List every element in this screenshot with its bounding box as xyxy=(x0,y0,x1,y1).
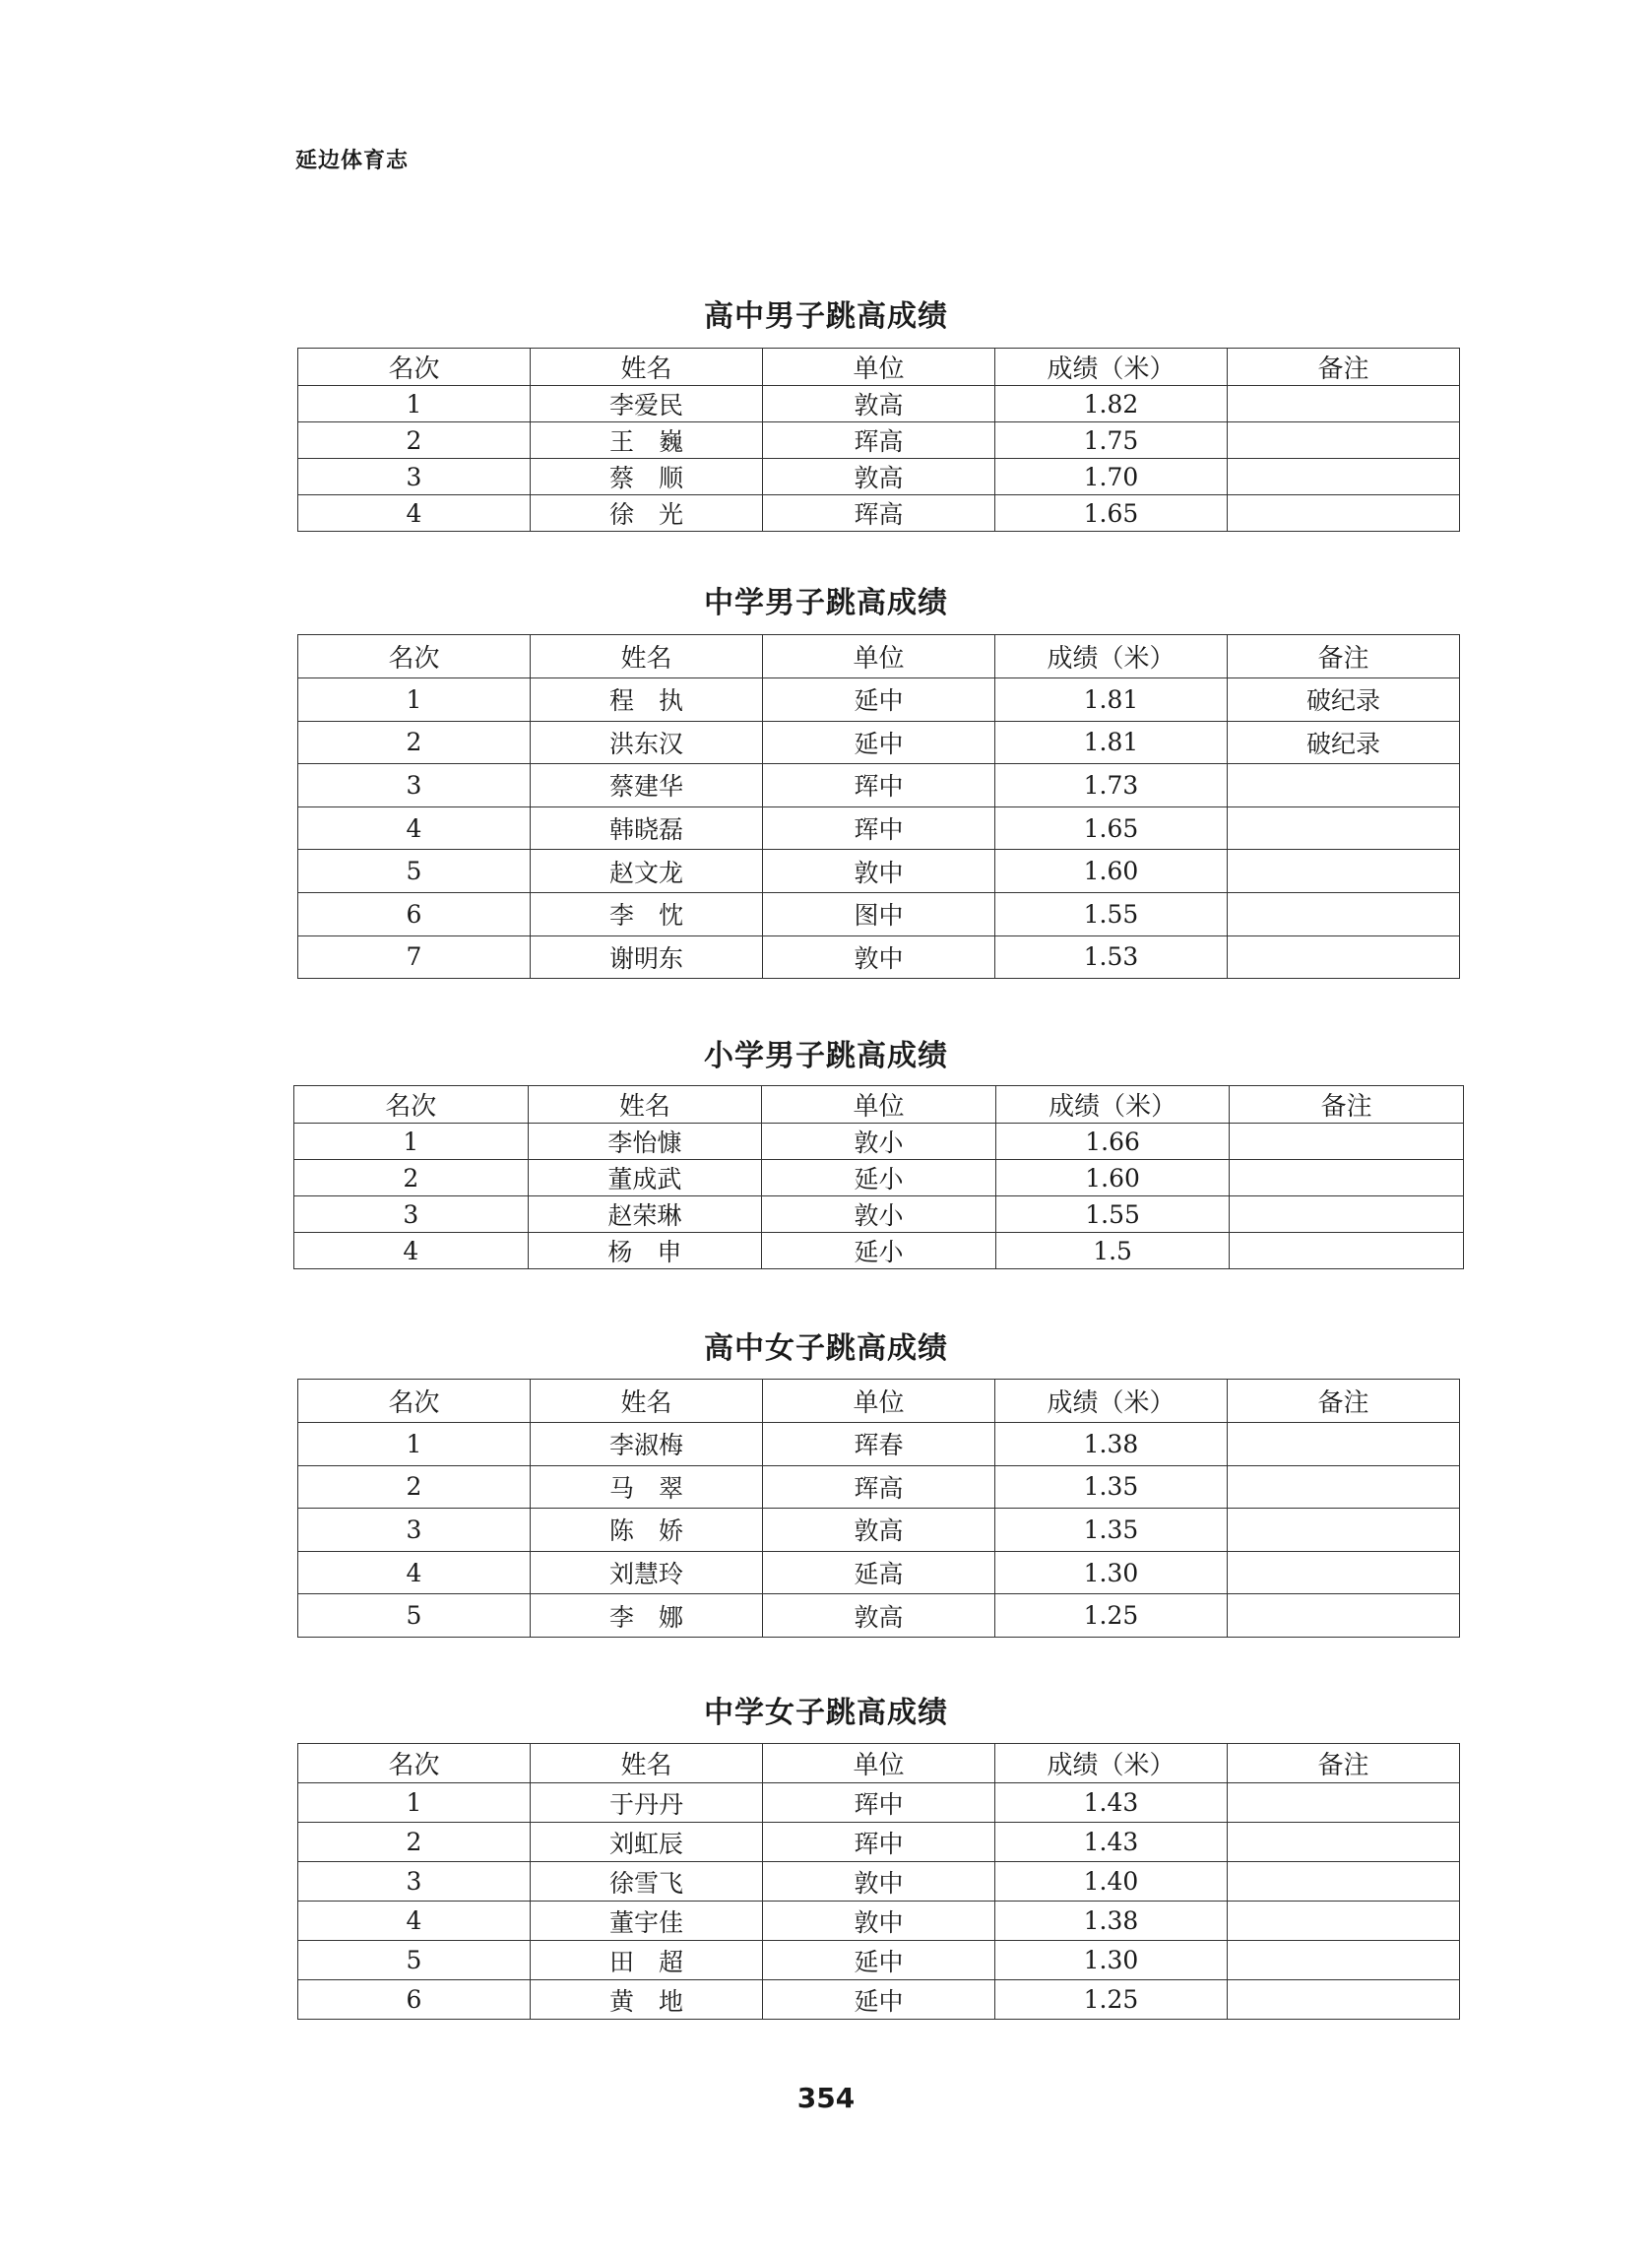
cell-unit: 敦高 xyxy=(763,1509,995,1552)
table-row xyxy=(298,850,1460,893)
cell-name: 杨 申 xyxy=(528,1233,762,1269)
cell-score: 1.38 xyxy=(995,1902,1228,1941)
cell-score: 1.30 xyxy=(995,1941,1228,1980)
cell-name: 徐雪飞 xyxy=(531,1862,763,1902)
cell-unit: 敦高 xyxy=(763,459,995,495)
table-header-row xyxy=(294,1086,1464,1124)
cell-rank: 2 xyxy=(294,1160,529,1196)
cell-score: 1.55 xyxy=(995,892,1228,935)
cell-name: 洪东汉 xyxy=(531,721,763,764)
cell-unit: 珲春 xyxy=(763,1423,995,1466)
cell-score: 1.82 xyxy=(995,386,1228,422)
column-header-score: 成绩（米） xyxy=(995,635,1228,678)
column-header-rank: 名次 xyxy=(298,349,531,386)
cell-name: 黄 地 xyxy=(531,1980,763,2020)
cell-unit: 延中 xyxy=(763,1941,995,1980)
cell-remark xyxy=(1230,1160,1464,1196)
cell-unit: 延高 xyxy=(763,1551,995,1594)
cell-score: 1.43 xyxy=(995,1823,1228,1862)
cell-unit: 延中 xyxy=(763,721,995,764)
cell-remark xyxy=(1228,386,1460,422)
cell-remark xyxy=(1228,1594,1460,1638)
table-row xyxy=(298,892,1460,935)
cell-remark xyxy=(1228,935,1460,979)
column-header-rank: 名次 xyxy=(294,1086,529,1124)
cell-rank: 5 xyxy=(298,850,531,893)
cell-score: 1.43 xyxy=(995,1783,1228,1823)
cell-remark xyxy=(1228,459,1460,495)
cell-rank: 1 xyxy=(298,1423,531,1466)
results-table xyxy=(297,1379,1460,1638)
section-title: 中学男子跳高成绩 xyxy=(704,586,948,620)
column-header-name: 姓名 xyxy=(531,635,763,678)
cell-score: 1.38 xyxy=(995,1423,1228,1466)
section-title: 小学男子跳高成绩 xyxy=(704,1039,948,1073)
table-row xyxy=(294,1124,1464,1160)
table-row xyxy=(298,459,1460,495)
results-table xyxy=(293,1085,1464,1269)
table-row xyxy=(298,1783,1460,1823)
table-row xyxy=(298,1509,1460,1552)
cell-rank: 4 xyxy=(298,1902,531,1941)
cell-score: 1.53 xyxy=(995,935,1228,979)
column-header-unit: 单位 xyxy=(763,1744,995,1783)
cell-rank: 4 xyxy=(298,1551,531,1594)
cell-rank: 4 xyxy=(294,1233,529,1269)
table-header-row xyxy=(298,1380,1460,1423)
table-row xyxy=(298,721,1460,764)
cell-remark xyxy=(1228,850,1460,893)
table-row xyxy=(298,1941,1460,1980)
column-header-score: 成绩（米） xyxy=(995,349,1228,386)
cell-score: 1.25 xyxy=(995,1980,1228,2020)
cell-name: 马 翠 xyxy=(531,1465,763,1509)
cell-rank: 2 xyxy=(298,721,531,764)
cell-name: 赵荣琳 xyxy=(528,1196,762,1233)
cell-score: 1.60 xyxy=(995,850,1228,893)
table-row xyxy=(294,1196,1464,1233)
cell-remark xyxy=(1228,1783,1460,1823)
table-row xyxy=(298,1423,1460,1466)
cell-rank: 1 xyxy=(294,1124,529,1160)
cell-name: 于丹丹 xyxy=(531,1783,763,1823)
cell-remark xyxy=(1228,1551,1460,1594)
cell-score: 1.65 xyxy=(995,495,1228,532)
cell-name: 刘慧玲 xyxy=(531,1551,763,1594)
cell-unit: 珲高 xyxy=(763,422,995,459)
cell-remark xyxy=(1230,1196,1464,1233)
cell-score: 1.65 xyxy=(995,806,1228,850)
cell-unit: 敦小 xyxy=(762,1196,996,1233)
table-row xyxy=(298,1594,1460,1638)
column-header-remark: 备注 xyxy=(1230,1086,1464,1124)
cell-rank: 4 xyxy=(298,806,531,850)
cell-remark xyxy=(1228,1941,1460,1980)
cell-name: 程 执 xyxy=(531,678,763,722)
table-row xyxy=(298,806,1460,850)
cell-rank: 1 xyxy=(298,386,531,422)
cell-score: 1.25 xyxy=(995,1594,1228,1638)
cell-remark xyxy=(1228,495,1460,532)
cell-unit: 珲中 xyxy=(763,806,995,850)
column-header-unit: 单位 xyxy=(763,349,995,386)
cell-remark xyxy=(1228,1823,1460,1862)
table-row xyxy=(298,386,1460,422)
column-header-score: 成绩（米） xyxy=(995,1744,1228,1783)
cell-rank: 1 xyxy=(298,678,531,722)
column-header-score: 成绩（米） xyxy=(995,1086,1230,1124)
cell-unit: 珲高 xyxy=(763,495,995,532)
section-title: 高中女子跳高成绩 xyxy=(704,1331,948,1366)
table-header-row xyxy=(298,349,1460,386)
table-row xyxy=(298,678,1460,722)
cell-remark xyxy=(1228,806,1460,850)
cell-score: 1.30 xyxy=(995,1551,1228,1594)
cell-score: 1.35 xyxy=(995,1509,1228,1552)
column-header-rank: 名次 xyxy=(298,1380,531,1423)
cell-name: 董成武 xyxy=(528,1160,762,1196)
cell-unit: 敦中 xyxy=(763,935,995,979)
cell-unit: 敦中 xyxy=(763,1902,995,1941)
cell-name: 刘虹辰 xyxy=(531,1823,763,1862)
table-row xyxy=(298,422,1460,459)
column-header-unit: 单位 xyxy=(763,1380,995,1423)
cell-unit: 延小 xyxy=(762,1233,996,1269)
table-row xyxy=(298,1862,1460,1902)
cell-rank: 4 xyxy=(298,495,531,532)
cell-name: 李 娜 xyxy=(531,1594,763,1638)
cell-rank: 3 xyxy=(298,1509,531,1552)
cell-remark xyxy=(1230,1233,1464,1269)
cell-remark xyxy=(1228,1423,1460,1466)
cell-remark xyxy=(1230,1124,1464,1160)
cell-remark xyxy=(1228,1465,1460,1509)
cell-name: 赵文龙 xyxy=(531,850,763,893)
cell-rank: 2 xyxy=(298,422,531,459)
column-header-rank: 名次 xyxy=(298,635,531,678)
results-table xyxy=(297,1743,1460,2020)
cell-name: 蔡建华 xyxy=(531,764,763,807)
table-row xyxy=(298,764,1460,807)
section-title: 中学女子跳高成绩 xyxy=(704,1696,948,1730)
cell-remark xyxy=(1228,422,1460,459)
cell-rank: 3 xyxy=(294,1196,529,1233)
cell-remark xyxy=(1228,1509,1460,1552)
cell-unit: 珲中 xyxy=(763,764,995,807)
cell-remark xyxy=(1228,892,1460,935)
running-head: 延边体育志 xyxy=(295,149,410,173)
column-header-name: 姓名 xyxy=(531,1744,763,1783)
column-header-name: 姓名 xyxy=(531,1380,763,1423)
column-header-score: 成绩（米） xyxy=(995,1380,1228,1423)
cell-rank: 3 xyxy=(298,1862,531,1902)
cell-score: 1.81 xyxy=(995,721,1228,764)
table-row xyxy=(298,1551,1460,1594)
cell-rank: 6 xyxy=(298,892,531,935)
cell-rank: 5 xyxy=(298,1594,531,1638)
cell-score: 1.35 xyxy=(995,1465,1228,1509)
cell-unit: 珲中 xyxy=(763,1783,995,1823)
table-header-row xyxy=(298,635,1460,678)
column-header-name: 姓名 xyxy=(531,349,763,386)
cell-unit: 敦小 xyxy=(762,1124,996,1160)
cell-rank: 2 xyxy=(298,1465,531,1509)
cell-name: 李 忱 xyxy=(531,892,763,935)
cell-name: 蔡 顺 xyxy=(531,459,763,495)
cell-name: 董宇佳 xyxy=(531,1902,763,1941)
cell-score: 1.73 xyxy=(995,764,1228,807)
table-row xyxy=(298,1465,1460,1509)
column-header-unit: 单位 xyxy=(762,1086,996,1124)
cell-rank: 7 xyxy=(298,935,531,979)
cell-unit: 延中 xyxy=(763,1980,995,2020)
table-row xyxy=(298,1980,1460,2020)
results-table xyxy=(297,634,1460,979)
cell-unit: 延小 xyxy=(762,1160,996,1196)
results-table xyxy=(297,348,1460,532)
cell-name: 李淑梅 xyxy=(531,1423,763,1466)
cell-name: 田 超 xyxy=(531,1941,763,1980)
column-header-remark: 备注 xyxy=(1228,635,1460,678)
cell-rank: 3 xyxy=(298,764,531,807)
cell-unit: 延中 xyxy=(763,678,995,722)
cell-unit: 敦高 xyxy=(763,1594,995,1638)
cell-name: 王 巍 xyxy=(531,422,763,459)
cell-unit: 敦中 xyxy=(763,850,995,893)
cell-unit: 珲中 xyxy=(763,1823,995,1862)
column-header-remark: 备注 xyxy=(1228,1744,1460,1783)
cell-score: 1.60 xyxy=(995,1160,1230,1196)
column-header-unit: 单位 xyxy=(763,635,995,678)
cell-rank: 3 xyxy=(298,459,531,495)
cell-rank: 6 xyxy=(298,1980,531,2020)
cell-score: 1.75 xyxy=(995,422,1228,459)
cell-rank: 2 xyxy=(298,1823,531,1862)
cell-name: 李怡慷 xyxy=(528,1124,762,1160)
cell-unit: 敦高 xyxy=(763,386,995,422)
cell-remark xyxy=(1228,764,1460,807)
table-row xyxy=(294,1233,1464,1269)
cell-score: 1.55 xyxy=(995,1196,1230,1233)
table-row xyxy=(294,1160,1464,1196)
cell-remark xyxy=(1228,1980,1460,2020)
cell-rank: 1 xyxy=(298,1783,531,1823)
table-row xyxy=(298,495,1460,532)
cell-remark: 破纪录 xyxy=(1228,721,1460,764)
cell-score: 1.70 xyxy=(995,459,1228,495)
cell-name: 陈 娇 xyxy=(531,1509,763,1552)
cell-name: 谢明东 xyxy=(531,935,763,979)
cell-remark: 破纪录 xyxy=(1228,678,1460,722)
column-header-rank: 名次 xyxy=(298,1744,531,1783)
column-header-remark: 备注 xyxy=(1228,1380,1460,1423)
cell-score: 1.40 xyxy=(995,1862,1228,1902)
cell-unit: 珲高 xyxy=(763,1465,995,1509)
cell-name: 徐 光 xyxy=(531,495,763,532)
cell-rank: 5 xyxy=(298,1941,531,1980)
table-row xyxy=(298,1902,1460,1941)
column-header-remark: 备注 xyxy=(1228,349,1460,386)
section-title: 高中男子跳高成绩 xyxy=(704,299,948,334)
column-header-name: 姓名 xyxy=(528,1086,762,1124)
cell-name: 韩晓磊 xyxy=(531,806,763,850)
cell-score: 1.66 xyxy=(995,1124,1230,1160)
cell-score: 1.81 xyxy=(995,678,1228,722)
cell-unit: 图中 xyxy=(763,892,995,935)
table-row xyxy=(298,935,1460,979)
cell-name: 李爱民 xyxy=(531,386,763,422)
cell-remark xyxy=(1228,1902,1460,1941)
cell-unit: 敦中 xyxy=(763,1862,995,1902)
cell-remark xyxy=(1228,1862,1460,1902)
page-number: 354 xyxy=(796,2082,856,2114)
cell-score: 1.5 xyxy=(995,1233,1230,1269)
table-row xyxy=(298,1823,1460,1862)
table-header-row xyxy=(298,1744,1460,1783)
